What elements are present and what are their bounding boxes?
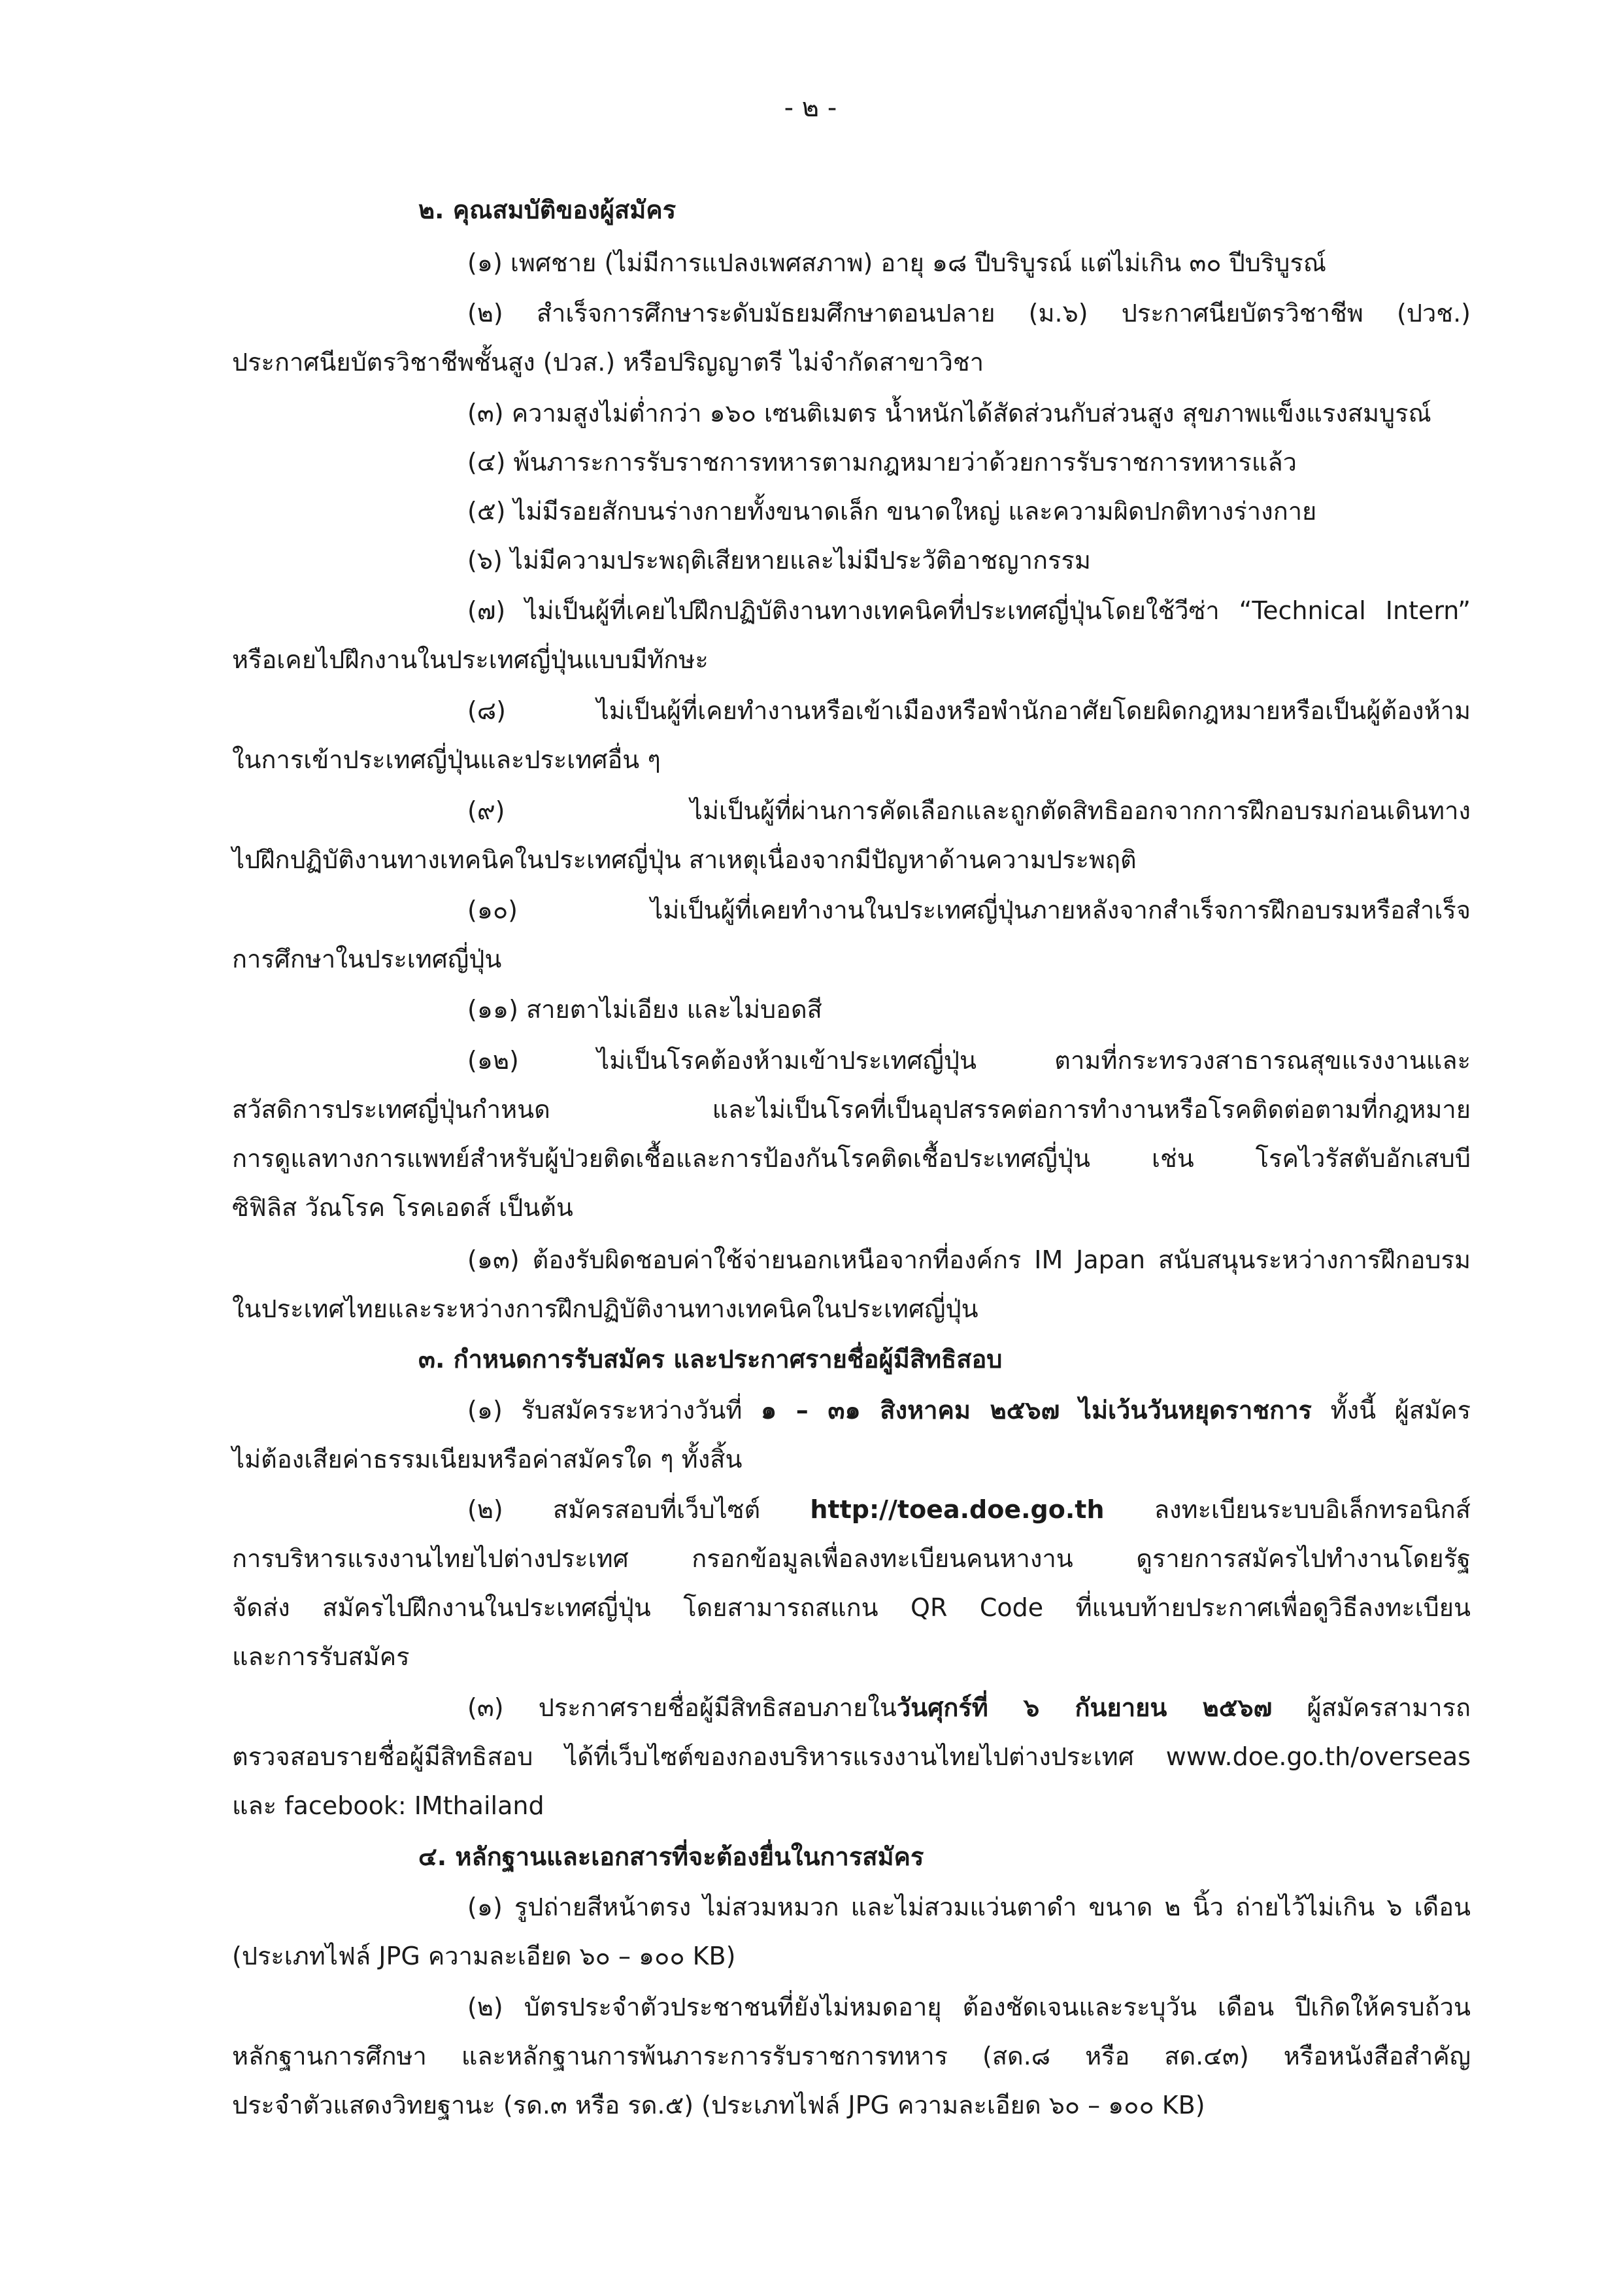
- s2-item-3: (๓) ความสูงไม่ต่ำกว่า ๑๖๐ เซนติเมตร น้ำหนักได้สัดส่วนกับส่วนสูง สุขภาพแข็งแรงสมบูรณ์: [467, 399, 1431, 428]
- s2-item-12-cont-2: การดูแลทางการแพทย์สำหรับผู้ป่วยติดเชื้อและการป้องกันโรคติดเชื้อประเทศญี่ปุ่น เช่น โรคไวรัสตับอักเสบบี: [232, 1144, 1471, 1173]
- s2-item-10-cont: การศึกษาในประเทศญี่ปุ่น: [232, 945, 502, 973]
- s3-item-3-pre: (๓) ประกาศรายชื่อผู้มีสิทธิสอบภายใน: [467, 1693, 897, 1722]
- section-4-heading: ๔. หลักฐานและเอกสารที่จะต้องยื่นในการสมัคร: [418, 1842, 924, 1871]
- s2-item-8: (๘) ไม่เป็นผู้ที่เคยทำงานหรือเข้าเมืองหรือพำนักอาศัยโดยผิดกฎหมายหรือเป็นผู้ต้องห้าม: [467, 696, 1471, 725]
- s4-item-2-cont-2: ประจำตัวแสดงวิทยฐานะ (รด.๓ หรือ รด.๕) (ประเภทไฟล์ JPG ความละเอียด ๖๐ – ๑๐๐ KB): [232, 2091, 1205, 2119]
- s2-item-12-cont-1: สวัสดิการประเทศญี่ปุ่นกำหนด และไม่เป็นโรคที่เป็นอุปสรรคต่อการทำงานหรือโรคติดต่อตามที่กฎหมาย: [232, 1095, 1471, 1124]
- s3-item-2-post: ลงทะเบียนระบบอิเล็กทรอนิกส์: [1104, 1495, 1471, 1524]
- s2-item-6: (๖) ไม่มีความประพฤติเสียหายและไม่มีประวัติอาชญากรรม: [467, 546, 1091, 575]
- registration-url-link[interactable]: http://toea.doe.go.th: [810, 1495, 1105, 1524]
- s3-item-2-cont-1: การบริหารแรงงานไทยไปต่างประเทศ กรอกข้อมูลเพื่อลงทะเบียนคนหางาน ดูรายการสมัครไปทำงานโดยรัฐ: [232, 1544, 1471, 1573]
- s2-item-9: (๙) ไม่เป็นผู้ที่ผ่านการคัดเลือกและถูกตัดสิทธิออกจากการฝึกอบรมก่อนเดินทาง: [467, 796, 1471, 825]
- s3-item-1-dates: ๑ – ๓๑ สิงหาคม ๒๕๖๗ ไม่เว้นวันหยุดราชการ: [760, 1396, 1312, 1425]
- page-number: - ๒ -: [784, 93, 837, 123]
- s2-item-4: (๔) พ้นภาระการรับราชการทหารตามกฎหมายว่าด้วยการรับราชการทหารแล้ว: [467, 448, 1297, 477]
- s2-item-2-cont: ประกาศนียบัตรวิชาชีพชั้นสูง (ปวส.) หรือปริญญาตรี ไม่จำกัดสาขาวิชา: [232, 348, 984, 377]
- s3-item-3-cont-1: ตรวจสอบรายชื่อผู้มีสิทธิสอบ ได้ที่เว็บไซต์ของกองบริหารแรงงานไทยไปต่างประเทศ www.doe.go.th/overseas: [232, 1742, 1471, 1771]
- s3-item-2: [0, 1485, 1621, 1534]
- s2-item-9-cont: ไปฝึกปฏิบัติงานทางเทคนิคในประเทศญี่ปุ่น สาเหตุเนื่องจากมีปัญหาด้านความประพฤติ: [232, 845, 1137, 874]
- s2-item-7: (๗) ไม่เป็นผู้ที่เคยไปฝึกปฏิบัติงานทางเทคนิคที่ประเทศญี่ปุ่นโดยใช้วีซ่า “Technical Intern”: [467, 596, 1471, 625]
- s4-item-2-cont-1: หลักฐานการศึกษา และหลักฐานการพ้นภาระการรับราชการทหาร (สด.๘ หรือ สด.๔๓) หรือหนังสือสำคัญ: [232, 2042, 1471, 2070]
- s4-item-1-cont: (ประเภทไฟล์ JPG ความละเอียด ๖๐ – ๑๐๐ KB): [232, 1942, 736, 1970]
- s2-item-2: (๒) สำเร็จการศึกษาระดับมัธยมศึกษาตอนปลาย (ม.๖) ประกาศนียบัตรวิชาชีพ (ปวช.): [467, 299, 1471, 328]
- s3-item-1: [0, 1386, 1621, 1434]
- s4-item-2: (๒) บัตรประจำตัวประชาชนที่ยังไม่หมดอายุ ต้องชัดเจนและระบุวัน เดือน ปีเกิดให้ครบถ้วน: [467, 1993, 1471, 2021]
- s2-item-13-cont: ในประเทศไทยและระหว่างการฝึกปฏิบัติงานทางเทคนิคในประเทศญี่ปุ่น: [232, 1294, 978, 1323]
- s3-item-1-cont: ไม่ต้องเสียค่าธรรมเนียมหรือค่าสมัครใด ๆ ทั้งสิ้น: [232, 1445, 743, 1474]
- s2-item-13: (๑๓) ต้องรับผิดชอบค่าใช้จ่ายนอกเหนือจากที่องค์กร IM Japan สนับสนุนระหว่างการฝึกอบรม: [467, 1245, 1471, 1274]
- section-3-heading: ๓. กำหนดการรับสมัคร และประกาศรายชื่อผู้มีสิทธิสอบ: [418, 1345, 1003, 1374]
- s3-item-2-cont-3: และการรับสมัคร: [232, 1642, 410, 1671]
- s3-item-1-post: ทั้งนี้ ผู้สมัคร: [1311, 1396, 1471, 1425]
- s2-item-12: (๑๒) ไม่เป็นโรคต้องห้ามเข้าประเทศญี่ปุ่น ตามที่กระทรวงสาธารณสุขแรงงานและ: [467, 1046, 1471, 1075]
- s2-item-8-cont: ในการเข้าประเทศญี่ปุ่นและประเทศอื่น ๆ: [232, 745, 661, 774]
- s4-item-1: (๑) รูปถ่ายสีหน้าตรง ไม่สวมหมวก และไม่สวมแว่นตาดำ ขนาด ๒ นิ้ว ถ่ายไว้ไม่เกิน ๖ เดือน: [467, 1893, 1471, 1921]
- s2-item-10: (๑๐) ไม่เป็นผู้ที่เคยทำงานในประเทศญี่ปุ่นภายหลังจากสำเร็จการฝึกอบรมหรือสำเร็จ: [467, 896, 1471, 924]
- s3-item-3-cont-2: และ facebook: IMthailand: [232, 1791, 544, 1820]
- section-2-heading: ๒. คุณสมบัติของผู้สมัคร: [418, 195, 677, 224]
- s2-item-7-cont: หรือเคยไปฝึกงานในประเทศญี่ปุ่นแบบมีทักษะ: [232, 645, 709, 674]
- s2-item-12-cont-3: ซิฟิลิส วัณโรค โรคเอดส์ เป็นต้น: [232, 1193, 573, 1222]
- s3-item-1-pre: (๑) รับสมัครระหว่างวันที่: [467, 1396, 761, 1425]
- s3-item-2-pre: (๒) สมัครสอบที่เว็บไซต์: [467, 1495, 811, 1524]
- s2-item-1: (๑) เพศชาย (ไม่มีการแปลงเพศสภาพ) อายุ ๑๘ ปีบริบูรณ์ แต่ไม่เกิน ๓๐ ปีบริบูรณ์: [467, 248, 1327, 277]
- s3-item-3-post: ผู้สมัครสามารถ: [1272, 1693, 1471, 1722]
- s3-item-3-date: วันศุกร์ที่ ๖ กันยายน ๒๕๖๗: [896, 1693, 1273, 1722]
- s2-item-5: (๕) ไม่มีรอยสักบนร่างกายทั้งขนาดเล็ก ขนาดใหญ่ และความผิดปกติทางร่างกาย: [467, 497, 1317, 526]
- s3-item-3: [0, 1683, 1621, 1732]
- s3-item-2-cont-2: จัดส่ง สมัครไปฝึกงานในประเทศญี่ปุ่น โดยสามารถสแกน QR Code ที่แนบท้ายประกาศเพื่อดูวิธีลงทะเบียน: [232, 1593, 1471, 1622]
- s2-item-11: (๑๑) สายตาไม่เอียง และไม่บอดสี: [467, 995, 822, 1024]
